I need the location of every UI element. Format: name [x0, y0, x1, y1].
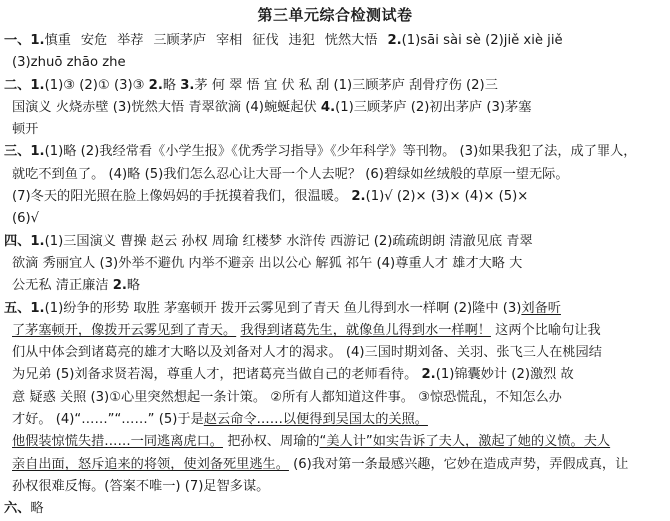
answer-text: (1)略 (2)我经常看《小学生报》《优秀学习指导》《少年科学》等刊物。 (3)如果我犯了法，成了罪人， [44, 144, 637, 160]
question-number: 1. [30, 77, 45, 93]
question-number: 2. [112, 278, 127, 294]
answer-text: 征伐 [252, 33, 279, 48]
answer-line [4, 320, 666, 342]
answer-line [4, 97, 666, 119]
answer-text: 孙权很难反悔。(答案不唯一) (7)足智多谋。 [12, 478, 270, 494]
answer-text: (1)√ (2)× (3)× (4)× (5)× [365, 189, 529, 205]
answer-line [4, 208, 666, 230]
answer-text: 安危 [80, 33, 108, 48]
answer-text: (1)纷争的形势 取胜 茅塞顿开 拨开云雾见到了青天 鱼儿得到水一样啊 (2)隆中 (3) [44, 300, 522, 316]
question-number: 1. [30, 233, 45, 249]
answer-text: 把孙权、周瑜的 [223, 434, 320, 450]
answer-text: 举荐 [117, 33, 144, 48]
section-number: 五、 [4, 300, 31, 316]
answer-line [4, 119, 666, 141]
answer-line [4, 387, 666, 409]
answer-line [4, 454, 666, 476]
answer-line [4, 186, 666, 208]
page-title: 第三单元综合检测试卷 [257, 6, 413, 24]
answer-line [4, 30, 666, 52]
answer-line [4, 253, 666, 275]
question-number: 4. [320, 99, 336, 115]
underlined-answer: “美人计”如实告诉了夫人，激起了她的义愤。夫人 [319, 434, 611, 450]
question-number: 2. [148, 77, 163, 93]
question-number: 1. [30, 33, 45, 48]
answer-text: 恍然大悟 [324, 33, 378, 48]
question-number: 2. [421, 367, 436, 383]
answer-text: 顿开 [12, 122, 39, 138]
answer-line [4, 498, 666, 520]
answer-text: 国演义 火烧赤壁 (3)恍然大悟 青翠欲滴 (4)蜿蜒起伏 [12, 99, 321, 115]
answer-text: 宰相 [216, 33, 243, 48]
answer-text: 们从中体会到诸葛亮的雄才大略以及刘备对人才的渴求。 (4)三国时期刘备、关羽、张飞三人在桃园结 [12, 345, 602, 361]
answer-text: 公无私 清正廉洁 [12, 278, 113, 294]
answer-line [4, 52, 666, 74]
underlined-answer: 了茅塞顿开，像拨开云雾见到了青天。 [12, 322, 237, 338]
question-number: 3. [180, 77, 195, 93]
section-number: 一、 [4, 33, 31, 48]
answer-text: (1)锦囊妙计 (2)激烈 故 [435, 367, 574, 383]
underlined-answer: 亲自出面，怒斥追来的将领，使刘备死里逃生。 [12, 456, 289, 472]
answer-line [4, 342, 666, 364]
answer-text: (3)zhuō zhāo zhe [12, 55, 126, 71]
answer-text: 三顾茅庐 [153, 33, 207, 48]
answer-line [4, 231, 666, 253]
section-number: 三、 [4, 144, 31, 160]
answer-line [4, 409, 666, 431]
answer-text: (1)三顾茅庐 (2)初出茅庐 (3)茅塞 [335, 99, 532, 115]
answer-line [4, 298, 666, 320]
question-number: 1. [30, 144, 45, 160]
underlined-answer: 赵云命令……以便得到吴国太的关照。 [203, 412, 428, 428]
answer-text: 慎重 [44, 33, 71, 48]
section-number: 二、 [4, 77, 31, 93]
question-number: 2. [351, 189, 366, 205]
answer-text: 这两个比喻句让我 [490, 322, 601, 338]
answer-line [4, 364, 666, 386]
section-number: 六、 [4, 501, 31, 517]
answer-text: 意 疑惑 关照 (3)①心里突然想起一条计策。 ②所有人都知道这件事。 ③惊恐慌乱，不知怎么办 [12, 389, 562, 405]
answer-text: (7)冬天的阳光照在脸上像妈妈的手抚摸着我们，很温暖。 [12, 189, 352, 205]
answer-text: 欲滴 秀丽宜人 (3)外举不避仇 内举不避亲 出以公心 解狐 祁午 (4)尊重人才 雄才大略 大 [12, 255, 523, 271]
answer-text: 茅 何 翠 悟 宜 伏 私 刮 (1)三顾茅庐 刮骨疗伤 (2)三 [194, 77, 498, 93]
answer-text: (6)我对第一条最感兴趣，它妙在造成声势，弄假成真，让 [288, 456, 629, 472]
answer-text: (6)√ [12, 211, 40, 227]
underlined-answer: 他假装惊慌失措……一同逃离虎口。 [12, 434, 223, 450]
answer-text: 就吃不到鱼了。 (4)略 (5)我们怎么忍心让大哥一个人去呢？ (6)碧绿如丝绒般的草原一望无际。 [12, 166, 569, 182]
answer-text: 略 [126, 278, 141, 294]
question-number: 2. [387, 33, 402, 48]
answer-text: (1)三国演义 曹操 赵云 孙权 周瑜 红楼梦 水浒传 西游记 (2)疏疏朗朗 清澈见底 青翠 [44, 233, 533, 249]
answer-text: 略 [162, 77, 181, 93]
answer-text: 才好。 (4)“……”“……” (5)于是 [12, 412, 204, 428]
answer-line [4, 275, 666, 297]
answer-line [4, 476, 666, 498]
answer-text: (1)sāi sài sè (2)jiě xiè jiě [401, 33, 563, 48]
answer-text: (1)③ (2)① (3)③ [44, 77, 149, 93]
question-number: 1. [30, 300, 45, 316]
section-number: 四、 [4, 233, 31, 249]
underlined-answer: 刘备听 [521, 300, 561, 316]
answer-text: 违犯 [288, 33, 315, 48]
answer-text: 为兄弟 (5)刘备求贤若渴，尊重人才，把诸葛亮当做自己的老师看待。 [12, 367, 422, 383]
answer-body [4, 30, 666, 521]
answer-text: 略 [30, 501, 44, 517]
underlined-answer: 我得到诸葛先生，就像鱼儿得到水一样啊！ [240, 322, 491, 338]
answer-line [4, 431, 666, 453]
answer-line [4, 141, 666, 163]
answer-line [4, 164, 666, 186]
answer-line [4, 75, 666, 97]
